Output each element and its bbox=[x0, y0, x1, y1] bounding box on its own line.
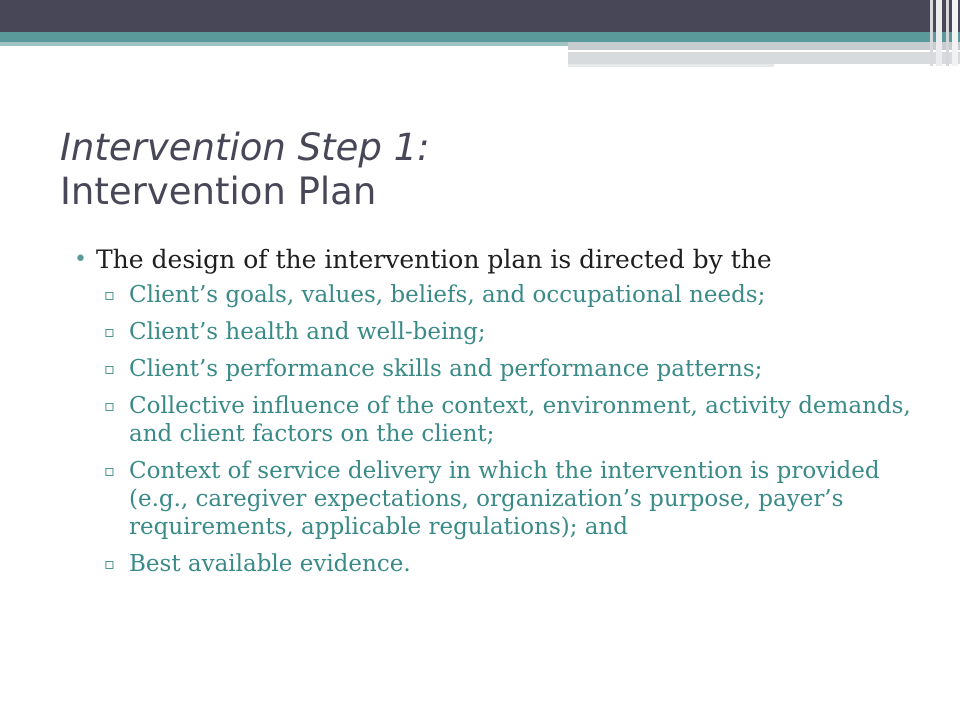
slide-title-line-2: Intervention Plan bbox=[60, 170, 377, 213]
sub-bullet-item bbox=[74, 550, 929, 578]
square-bullet-icon: ▫ bbox=[104, 322, 115, 341]
bullet-dot-icon: • bbox=[74, 247, 87, 272]
slide-title-line-1: Intervention Step 1: bbox=[60, 126, 430, 169]
sub-bullet-item bbox=[74, 355, 929, 383]
header-edge-line bbox=[936, 0, 942, 66]
header-edge-line bbox=[952, 0, 958, 66]
header-bar-teal-light bbox=[0, 42, 568, 46]
sub-bullet-text: Context of service delivery in which the intervention is provided (e.g., caregiver expectations, organization’s purpose, payer’s requirements, applicable regulations); and bbox=[129, 458, 880, 540]
header-edge-line bbox=[946, 0, 949, 66]
header-bar-gray-faint bbox=[568, 64, 774, 67]
main-bullet-text: The design of the intervention plan is directed by the bbox=[96, 245, 772, 274]
sub-bullet-text: Client’s goals, values, beliefs, and occupational needs; bbox=[129, 282, 766, 308]
sub-bullet-item bbox=[74, 281, 929, 309]
slide-title bbox=[60, 126, 430, 214]
sub-bullet-item bbox=[74, 457, 929, 541]
header-bar-dark bbox=[0, 0, 960, 32]
main-bullet-item bbox=[74, 240, 934, 280]
square-bullet-icon: ▫ bbox=[104, 461, 115, 480]
sub-bullet-text: Collective influence of the context, environment, activity demands, and client factors on the client; bbox=[129, 393, 911, 447]
square-bullet-icon: ▫ bbox=[104, 285, 115, 304]
sub-bullet-text: Client’s performance skills and performance patterns; bbox=[129, 356, 763, 382]
header-bar-teal bbox=[0, 32, 960, 42]
square-bullet-icon: ▫ bbox=[104, 554, 115, 573]
square-bullet-icon: ▫ bbox=[104, 359, 115, 378]
square-bullet-icon: ▫ bbox=[104, 396, 115, 415]
slide-body bbox=[74, 240, 934, 587]
sub-bullet-list bbox=[74, 281, 934, 578]
sub-bullet-text: Client’s health and well-being; bbox=[129, 319, 486, 345]
sub-bullet-text: Best available evidence. bbox=[129, 551, 411, 577]
header-bar-gray-light bbox=[568, 52, 960, 64]
sub-bullet-item bbox=[74, 392, 929, 448]
sub-bullet-item bbox=[74, 318, 929, 346]
header-edge-line bbox=[930, 0, 933, 66]
header-bar-gray bbox=[568, 42, 960, 50]
